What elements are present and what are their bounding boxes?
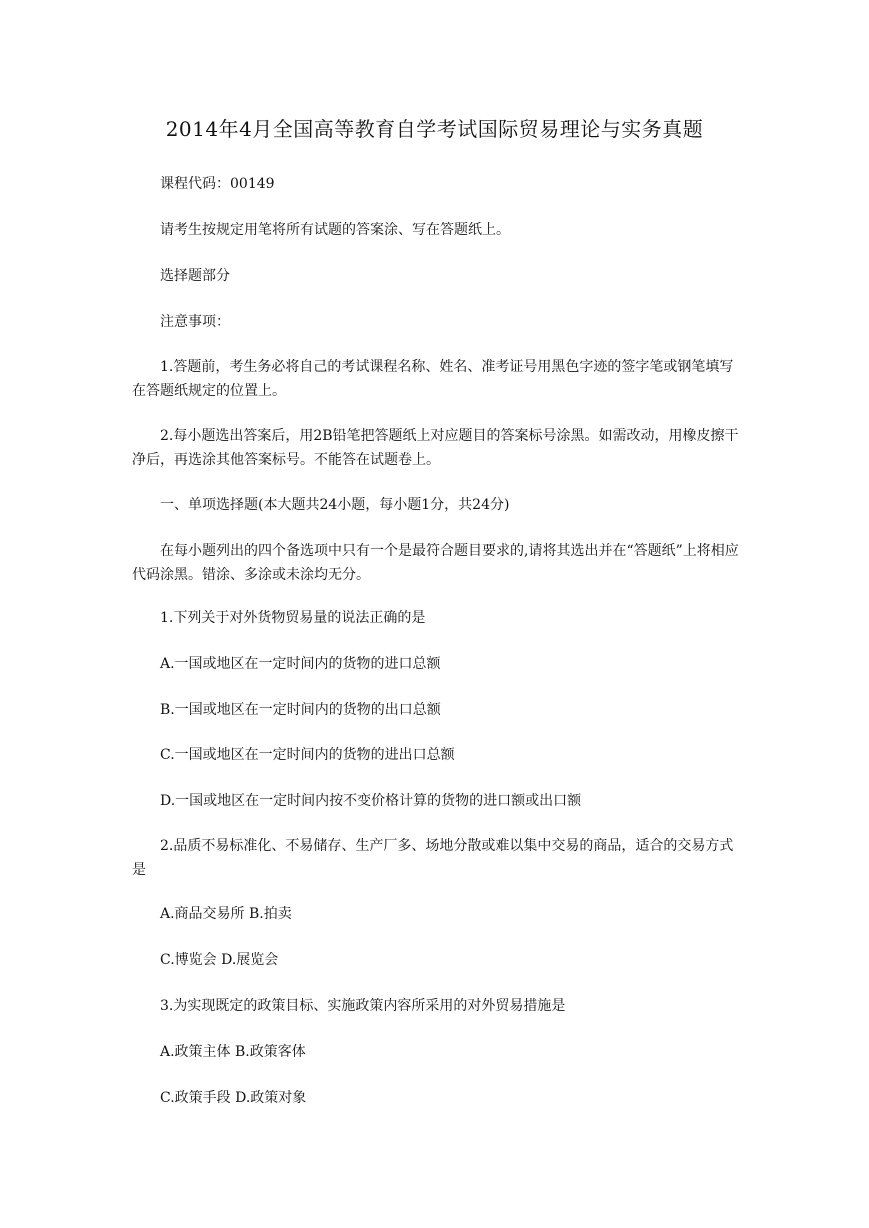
question-1-option-c: C.一国或地区在一定时间内的货物的进出口总额	[160, 747, 455, 763]
question-2-options-cd: C.博览会 D.展览会	[160, 952, 279, 968]
notice-item-1: 1.答题前，考生务必将自己的考试课程名称、姓名、准考证号用黑色字迹的签字笔或钢笔填写在答题纸规定的位置上。	[132, 359, 734, 399]
question-1-stem: 1.下列关于对外货物贸易量的说法正确的是	[160, 610, 426, 626]
question-1-option-d: D.一国或地区在一定时间内按不变价格计算的货物的进口额或出口额	[160, 793, 582, 809]
question-2-options-ab: A.商品交易所 B.拍卖	[160, 906, 292, 922]
part1-instruction: 在每小题列出的四个备选项中只有一个是最符合题目要求的,请将其选出并在“答题纸”上将相应代码涂黑。错涂、多涂或未涂均无分。	[132, 543, 739, 583]
question-1-option-b: B.一国或地区在一定时间内的货物的出口总额	[160, 702, 441, 718]
question-3-stem: 3.为实现既定的政策目标、实施政策内容所采用的对外贸易措施是	[160, 998, 566, 1014]
section-header: 选择题部分	[160, 268, 230, 284]
question-3-options-cd: C.政策手段 D.政策对象	[160, 1090, 307, 1106]
document-title: 2014年4月全国高等教育自学考试国际贸易理论与实务真题	[165, 117, 704, 141]
question-2-stem: 2.品质不易标准化、不易储存、生产厂多、场地分散或难以集中交易的商品，适合的交易方式是	[132, 838, 734, 878]
course-code: 课程代码：00149	[160, 176, 275, 192]
instruction: 请考生按规定用笔将所有试题的答案涂、写在答题纸上。	[160, 222, 510, 238]
question-3-options-ab: A.政策主体 B.政策客体	[160, 1044, 306, 1060]
notice-title: 注意事项：	[160, 314, 230, 330]
notice-item-2: 2.每小题选出答案后，用2B铅笔把答题纸上对应题目的答案标号涂黑。如需改动，用橡皮擦干净后，再选涂其他答案标号。不能答在试题卷上。	[132, 428, 739, 468]
part1-header: 一、单项选择题(本大题共24小题，每小题1分，共24分)	[160, 497, 510, 513]
question-1-option-a: A.一国或地区在一定时间内的货物的进口总额	[160, 656, 441, 672]
